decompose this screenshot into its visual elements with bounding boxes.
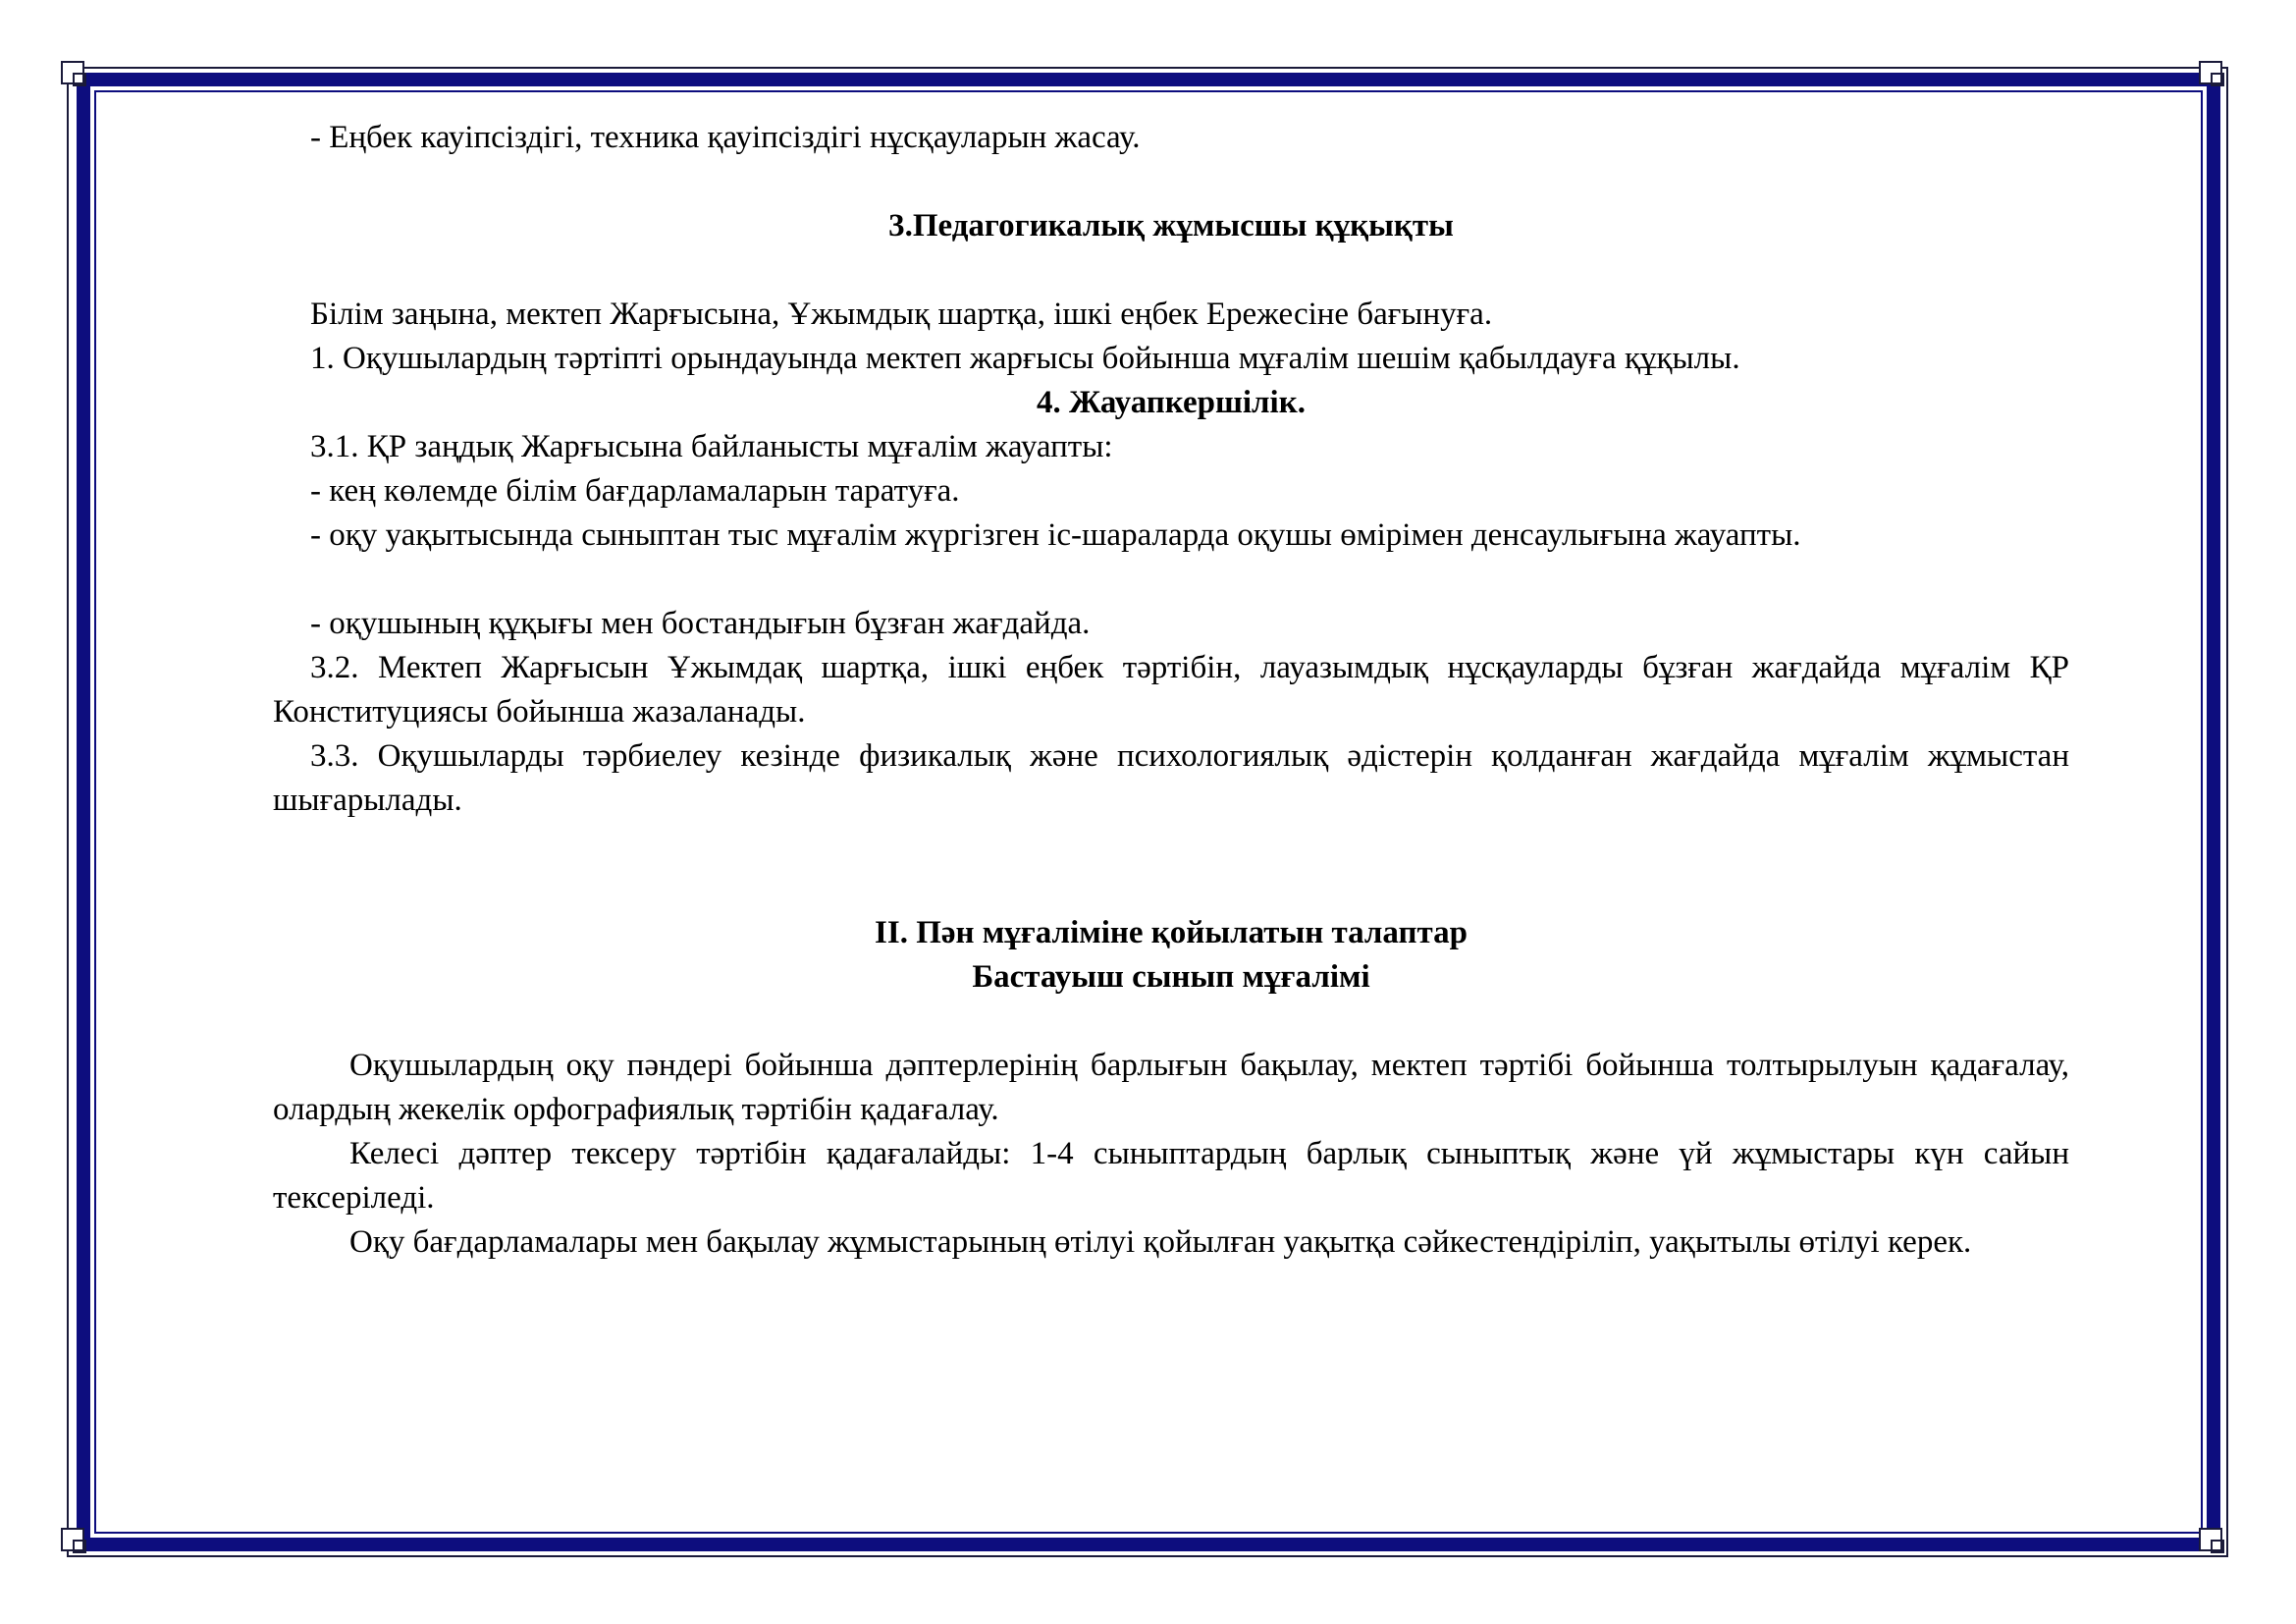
paragraph: - кең көлемде білім бағдарламаларын таратуға.: [310, 473, 960, 509]
paragraph: 1. Оқушылардың тәртіпті орындауында мектеп жарғысы бойынша мұғалім шешім қабылдауға құқылы.: [310, 341, 1740, 376]
section-subheading: Бастауыш сынып мұғалімі: [972, 959, 1370, 995]
paragraph: Оқу бағдарламалары мен бақылау жұмыстарының өтілуі қойылған уақытқа сәйкестендіріліп, уақытылы өтілуі керек.: [349, 1224, 1972, 1260]
border-corner-ornament: [2199, 61, 2236, 98]
section-heading: 3.Педагогикалық жұмысшы құқықты: [888, 208, 1454, 244]
section-heading: ІІ. Пән мұғаліміне қойылатын талаптар: [875, 915, 1468, 950]
paragraph: - оқу уақытысында сыныптан тыс мұғалім жүргізген іс-шараларда оқушы өмірімен денсаулығына жауапты.: [310, 517, 1801, 553]
paragraph: 3.2. Мектеп Жарғысын Ұжымдақ шартқа, ішкі еңбек тәртібін, лауазымдық нұсқауларды бұзған жағдайда мұғалім ҚР Конституциясы бойынша жазаланады.: [273, 650, 2069, 730]
border-corner-ornament: [2199, 1528, 2236, 1565]
paragraph: Келесі дәптер тексеру тәртібін қадағалайды: 1-4 сыныптардың барлық сыныптық және үй жұмыстары күн сайын тексеріледі.: [273, 1136, 2069, 1216]
paragraph: 3.1. ҚР заңдық Жарғысына байланысты мұғалім жауапты:: [310, 429, 1113, 464]
border-corner-ornament: [61, 1528, 98, 1565]
paragraph: Оқушылардың оқу пәндері бойынша дәптерлерінің барлығын бақылау, мектеп тәртібі бойынша толтырылуын қадағалау, олардың жекелік орфографиялық тәртібін қадағалау.: [273, 1048, 2069, 1127]
paragraph: - оқушының құқығы мен бостандығын бұзған жағдайда.: [310, 606, 1091, 641]
paragraph: Білім заңына, мектеп Жарғысына, Ұжымдық шартқа, ішкі еңбек Ережесіне бағынуға.: [310, 297, 1493, 332]
paragraph: - Еңбек кауіпсіздігі, техника қауіпсіздігі нұсқауларын жасау.: [310, 120, 1141, 155]
border-corner-ornament: [61, 61, 98, 98]
section-heading: 4. Жауапкершілік.: [1037, 385, 1306, 420]
paragraph: 3.3. Оқушыларды тәрбиелеу кезінде физикалық және психологиялық әдістерін қолданған жағдайда мұғалім жұмыстан шығарылады.: [273, 738, 2069, 818]
document-body: [273, 116, 2069, 1265]
